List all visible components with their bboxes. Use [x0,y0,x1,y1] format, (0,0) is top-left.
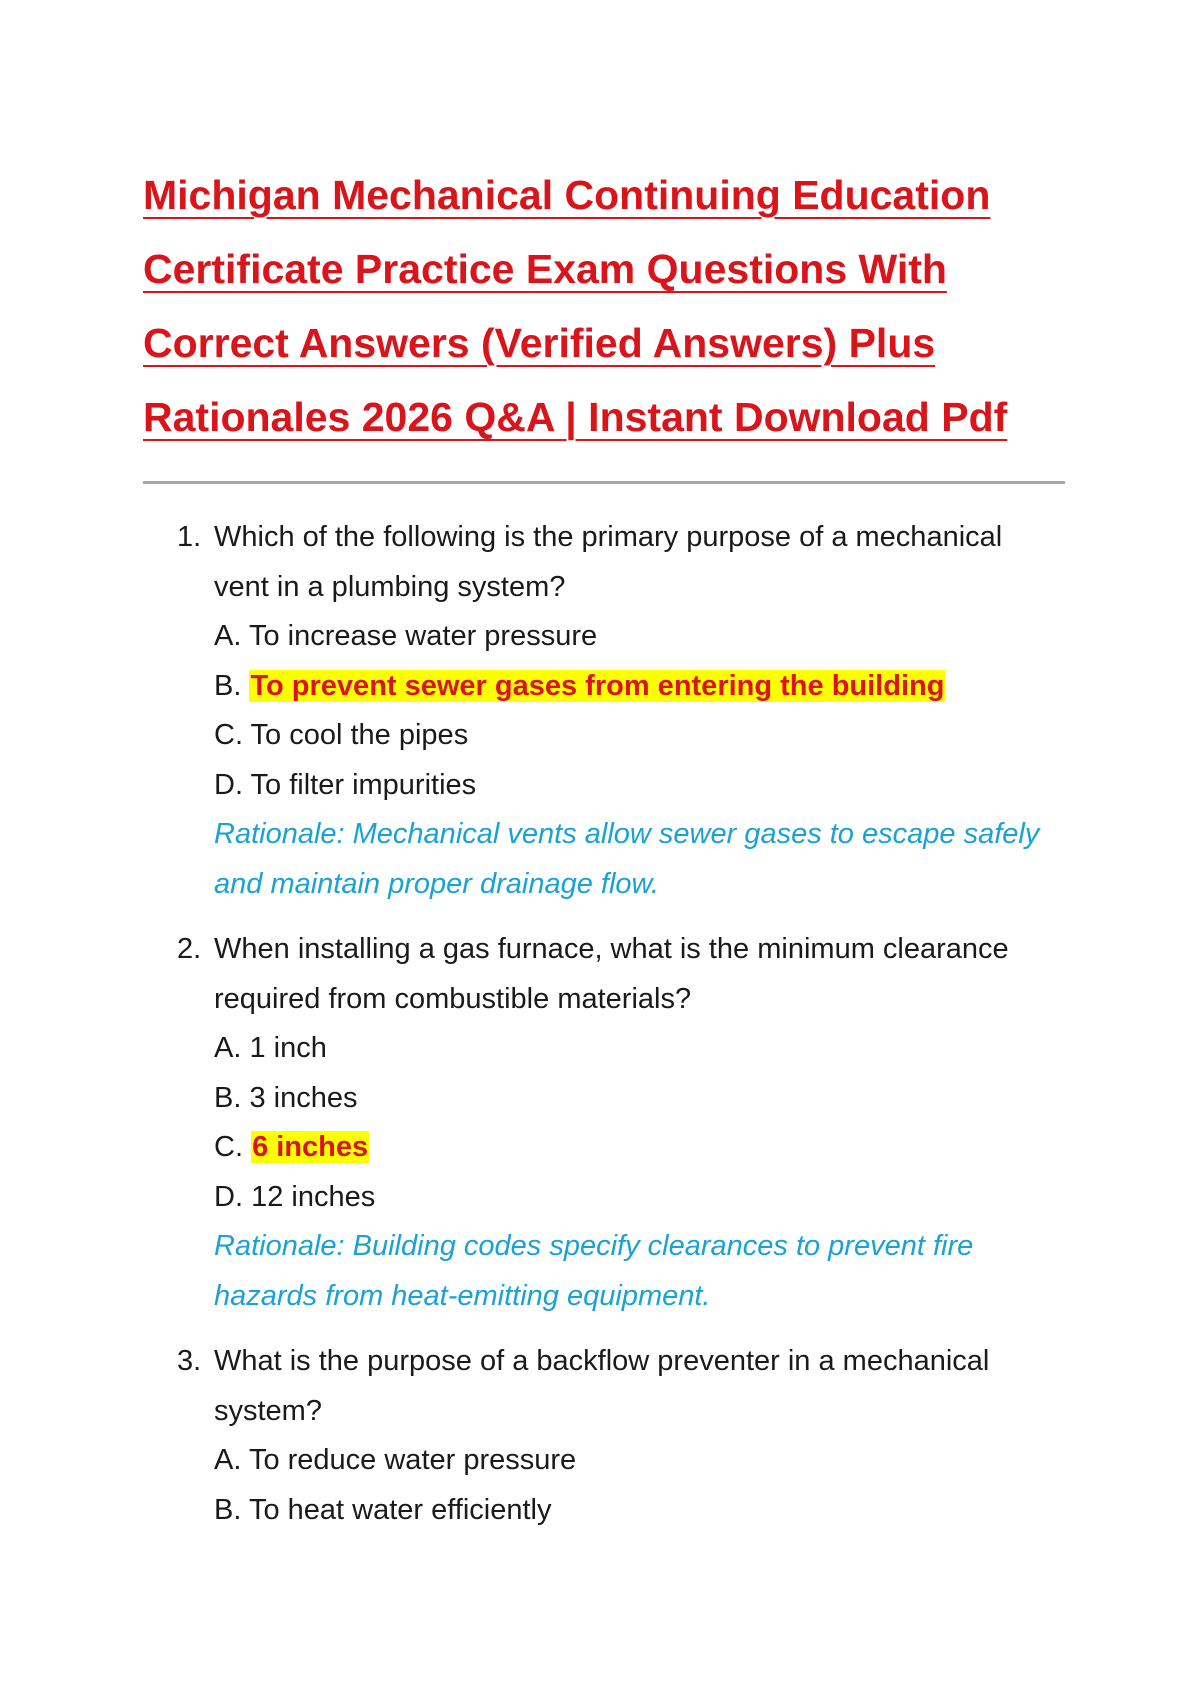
correct-answer-highlight: To prevent sewer gases from entering the building [250,669,945,702]
option-letter: A. [214,1444,242,1476]
answer-option [214,1074,1043,1124]
question-item [143,513,1043,909]
title-line: Certificate Practice Exam Questions With [143,246,947,292]
option-text: 12 inches [251,1180,376,1213]
title-line: Correct Answers (Verified Answers) Plus [143,320,936,366]
document-title [143,158,1083,454]
answer-option [214,1024,1043,1074]
answer-option [214,1486,1043,1536]
title-line: Michigan Mechanical Continuing Education [143,172,991,218]
option-text: To filter impurities [250,768,477,801]
answer-option [214,1436,1043,1486]
question-text: What is the purpose of a backflow preventer in a mechanical system? [214,1345,990,1427]
option-letter: A. [214,1032,242,1064]
rationale-text: Rationale: Mechanical vents allow sewer gases to escape safely and maintain proper drainage flow. [214,818,1040,900]
question-text: When installing a gas furnace, what is the minimum clearance required from combustible materials? [214,933,1009,1015]
option-text: 3 inches [249,1081,358,1114]
option-letter: C. [214,1131,243,1163]
option-text: 1 inch [249,1032,327,1064]
option-letter: D. [214,768,243,801]
answer-option [214,612,1043,662]
answer-option [214,1123,1043,1173]
question-list [143,513,1043,1551]
option-text: To increase water pressure [248,620,598,652]
option-text: To reduce water pressure [248,1444,577,1476]
option-letter: D. [214,1180,243,1213]
question-item [143,1337,1043,1535]
title-line: Rationales 2026 Q&A | Instant Download Pdf [143,394,1008,440]
answer-option [214,761,1043,811]
question-text: Which of the following is the primary purpose of a mechanical vent in a plumbing system? [214,521,1003,603]
option-letter: A. [214,620,242,652]
answer-option [214,711,1043,761]
question-number: 2. [177,933,202,965]
option-text: To heat water efficiently [248,1493,552,1526]
answer-option [214,662,1043,712]
question-item [143,925,1043,1321]
question-number: 3. [177,1345,202,1377]
question-number: 1. [177,521,202,553]
option-letter: B. [214,669,242,702]
option-letter: C. [214,719,243,751]
rationale-text: Rationale: Building codes specify clearances to prevent fire hazards from heat-emitting equipment. [214,1230,974,1312]
answer-option [214,1173,1043,1223]
option-letter: B. [214,1493,242,1526]
option-text: To cool the pipes [250,719,469,751]
option-letter: B. [214,1081,242,1114]
correct-answer-highlight: 6 inches [252,1131,369,1163]
horizontal-divider [143,481,1065,484]
